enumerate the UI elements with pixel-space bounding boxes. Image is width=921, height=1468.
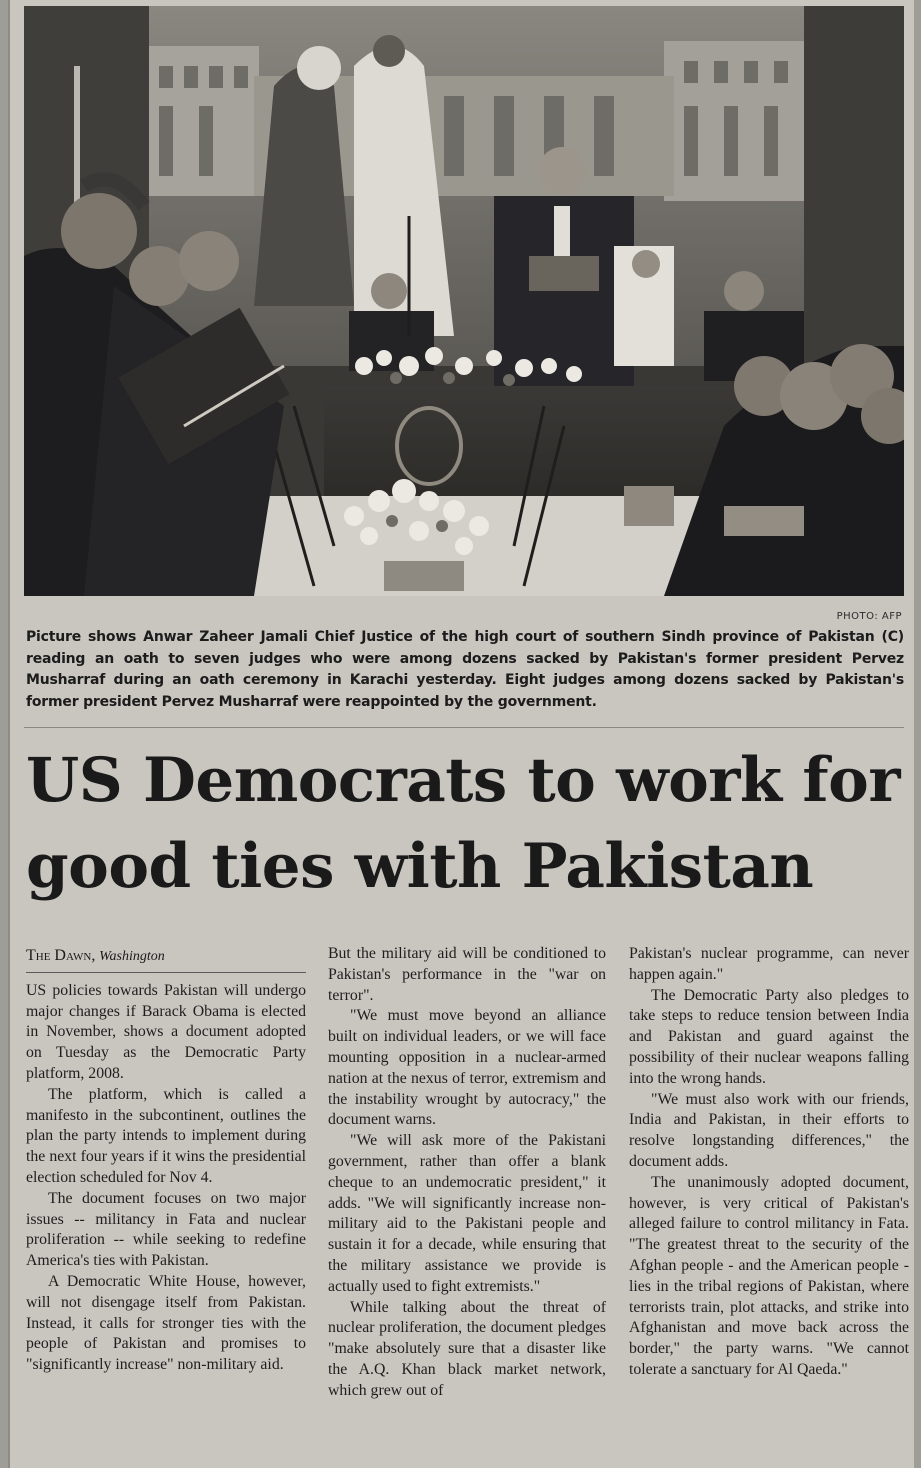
paragraph: The document focuses on two major issues -- militancy in Fata and nuclear proliferation -- while seeking to redefine America's ties with Pakistan. — [26, 1189, 306, 1270]
paragraph: The unanimously adopted document, however, is very critical of Pakistan's alleged failure to control militancy in Fata. "The greatest threat to the security of the Afghan people - and the American people - lies in the tribal regions of Pakistan, where terrorists train, plot attacks, and strike into Afghanistan and move back across the border," the party warns. "We cannot tolerate a sanctuary for Al Qaeda." — [629, 1173, 909, 1378]
paragraph: "We must move beyond an alliance built on individual leaders, or we will face mounting opposition in a nuclear-armed nation at the nexus of terror, extremism and the instability wrought by autocracy," the document warns. — [328, 1007, 606, 1129]
paragraph: While talking about the threat of nuclear proliferation, the document pledges "make absolutely sure that a disaster like the A.Q. Khan black market network, which grew out of — [328, 1298, 606, 1399]
paragraph: "We must also work with our friends, India and Pakistan, in their efforts to resolve longstanding differences," the document adds. — [629, 1090, 909, 1170]
byline-place: Washington — [99, 949, 165, 964]
article-headline — [26, 738, 914, 910]
caption-divider — [24, 727, 904, 728]
article-column-1 — [26, 944, 306, 1376]
news-photo — [24, 6, 904, 596]
paragraph: But the military aid will be conditioned to Pakistan's performance in the "war on terror". — [328, 945, 606, 1004]
article-column-3 — [629, 944, 909, 1381]
article-column-2 — [328, 944, 606, 1402]
paragraph: A Democratic White House, however, will not disengage itself from Pakistan. Instead, it calls for stronger ties with the people of Pakistan and promises to "significantly increase" non-military aid. — [26, 1272, 306, 1374]
headline-line-2: good ties with Pakistan — [26, 831, 814, 902]
paragraph: "We will ask more of the Pakistani government, rather than offer a blank cheque to an undemocratic president," it adds. "We will significantly increase non-military aid to the Pakistani people and sustain it for a decade, while ensuring that the military assistance we provide is actually used to fight extremists." — [328, 1132, 606, 1295]
headline-line-1: US Democrats to work for — [26, 745, 900, 816]
paragraph: Pakistan's nuclear programme, can never happen again." — [629, 945, 909, 983]
paragraph: The platform, which is called a manifesto in the subcontinent, outlines the plan the party intends to implement during the next four years if it wins the presidential election scheduled for Nov 4. — [26, 1085, 306, 1186]
paragraph: The Democratic Party also pledges to take steps to reduce tension between India and Pakistan and guard against the possibility of their nuclear weapons falling into the wrong hands. — [629, 986, 909, 1087]
newspaper-page — [8, 0, 914, 1468]
byline — [26, 946, 306, 973]
oath-ceremony-photo — [24, 6, 904, 596]
photo-caption: Picture shows Anwar Zaheer Jamali Chief Justice of the high court of southern Sindh province of Pakistan (C) reading an oath to seven judges who were among dozens sacked by Pakistan's former president Pervez Musharraf during an oath ceremony in Karachi yesterday. Eight judges among dozens sacked by Pakistan's former president Pervez Musharraf were reappointed by the government. — [26, 629, 904, 710]
paragraph: US policies towards Pakistan will undergo major changes if Barack Obama is elected in November, shows a document adopted on Tuesday as the Democratic Party platform, 2008. — [26, 981, 306, 1082]
photo-credit: PHOTO: AFP — [836, 611, 902, 622]
byline-outlet: The Dawn, — [26, 947, 96, 964]
